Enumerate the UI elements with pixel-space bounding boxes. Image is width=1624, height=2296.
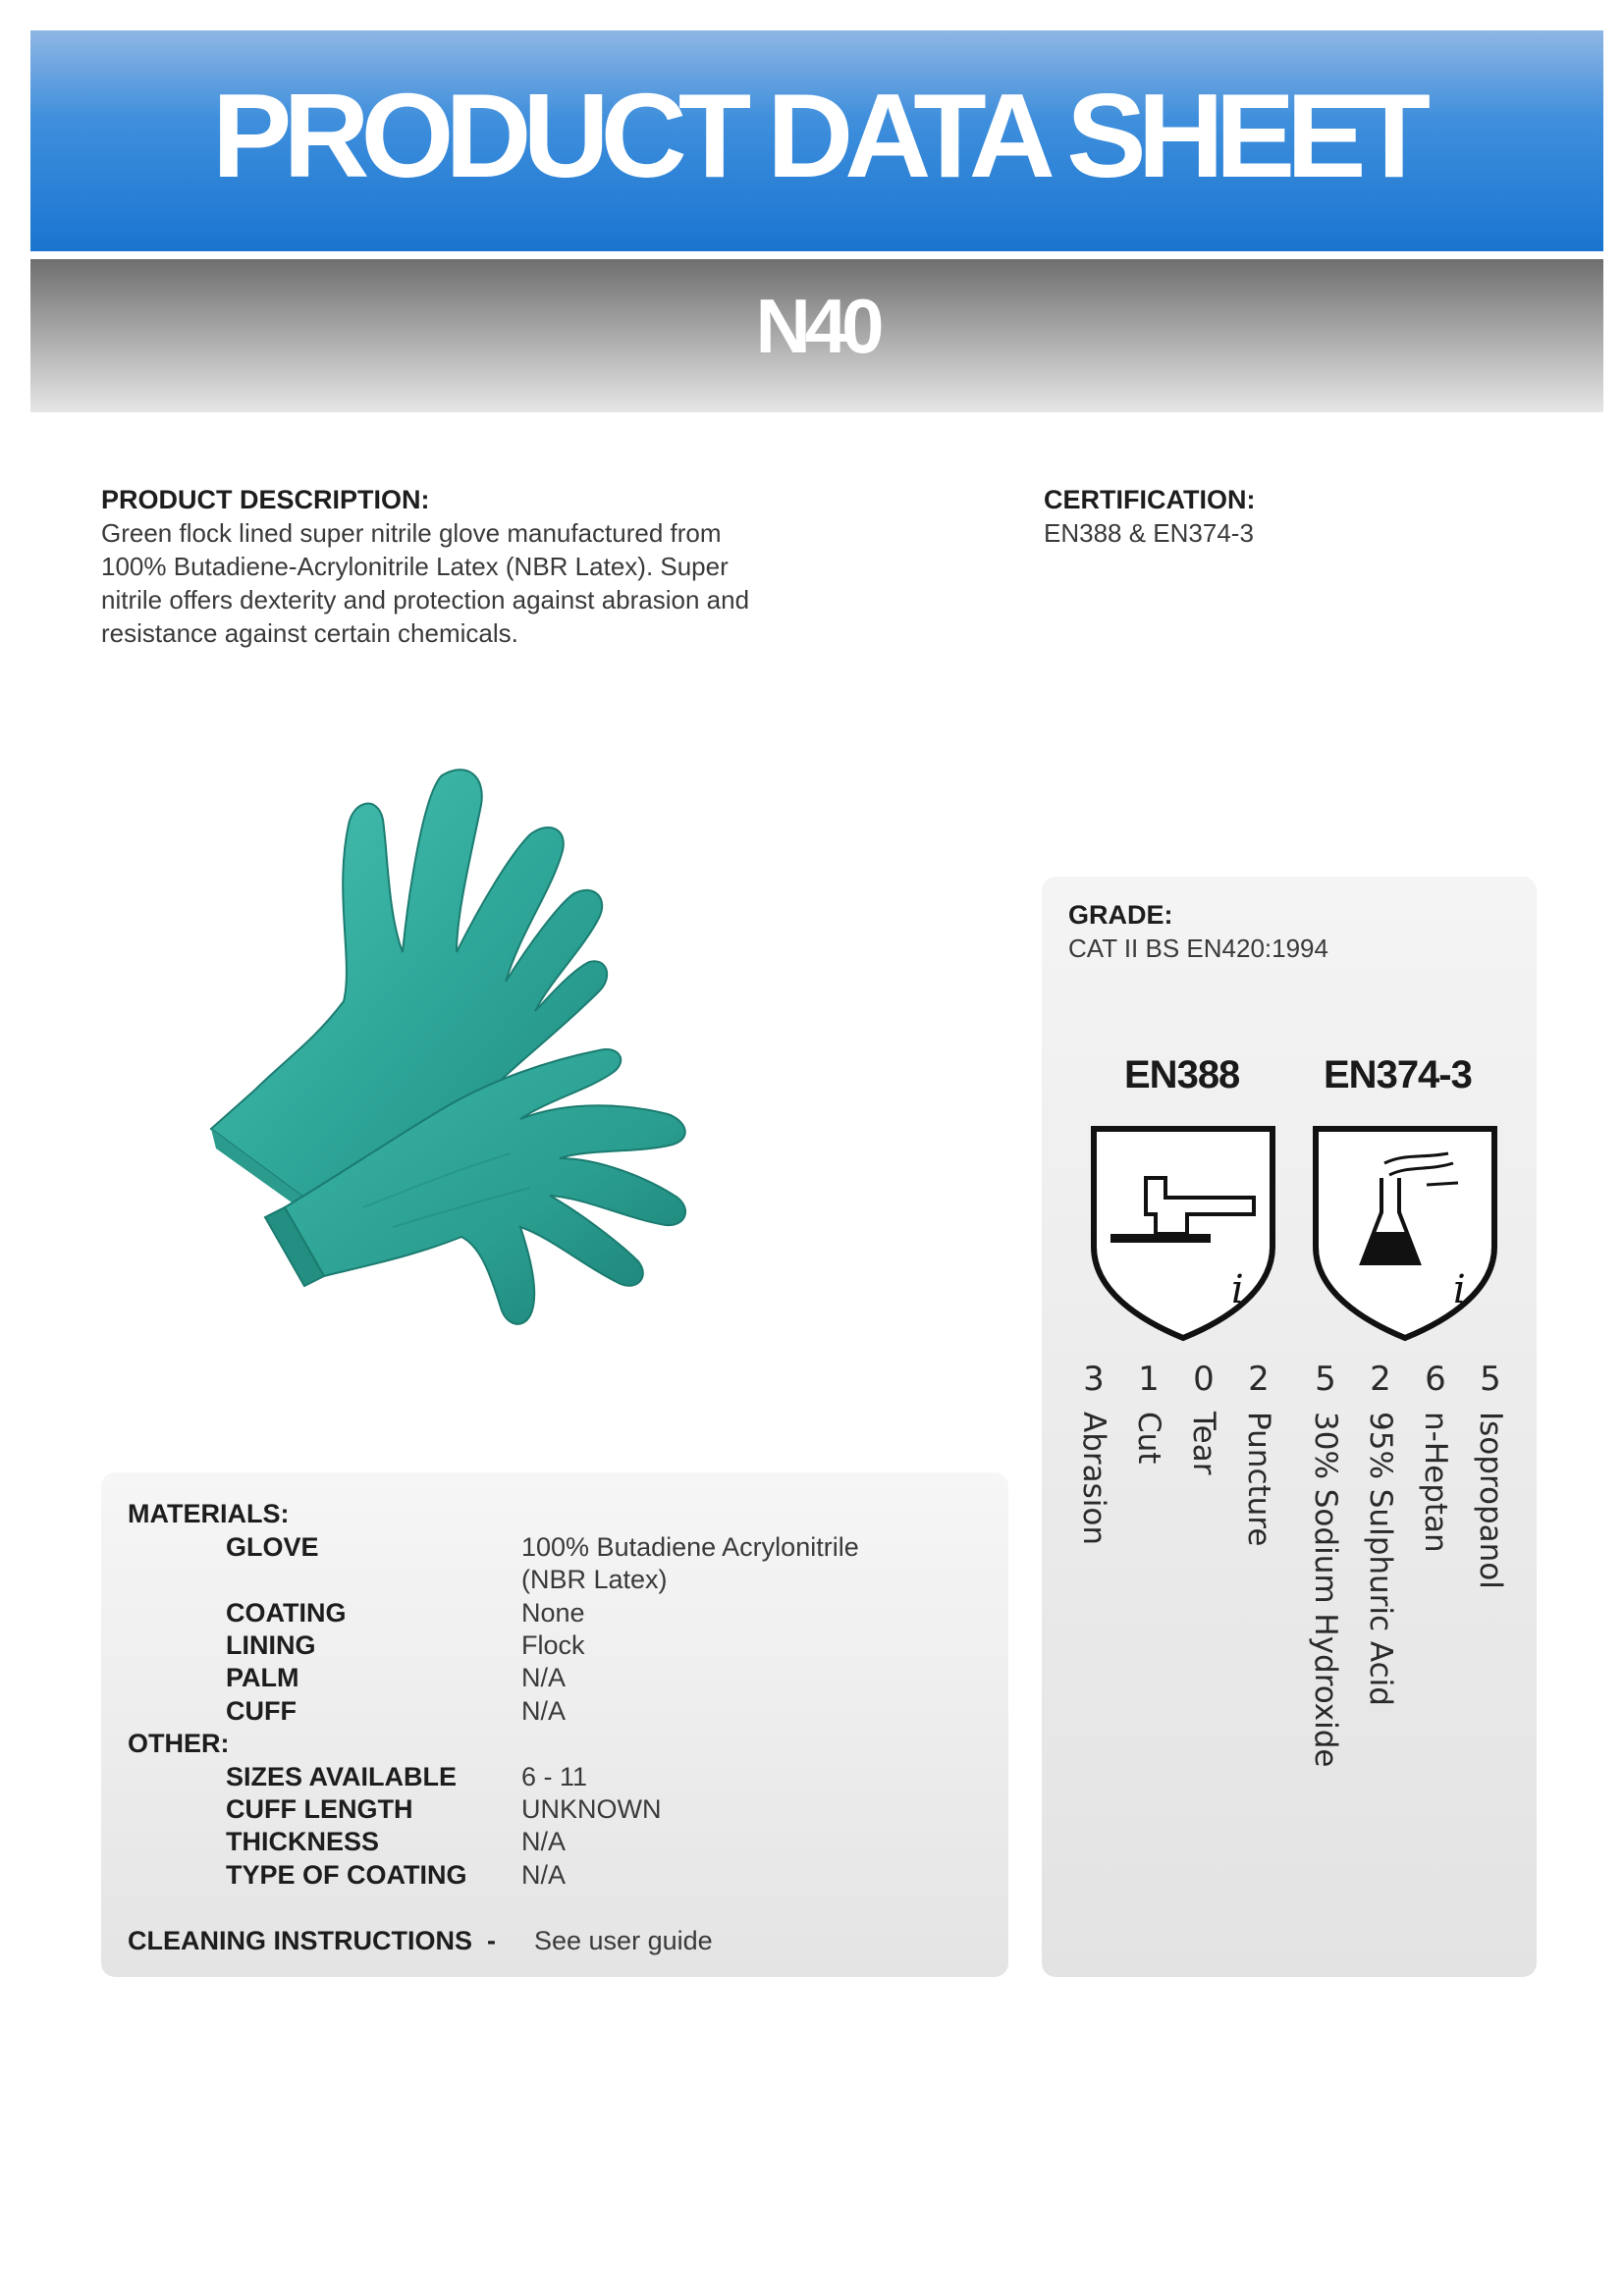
en388-title: EN388	[1124, 1053, 1240, 1096]
score-digit: 6	[1425, 1360, 1446, 1399]
thickness-label: THICKNESS	[226, 1827, 380, 1856]
sizes-value: 6 - 11	[521, 1762, 588, 1791]
glove-value-cont: (NBR Latex)	[521, 1565, 668, 1594]
score-digit: 5	[1480, 1360, 1501, 1399]
score-digit: 2	[1370, 1360, 1391, 1399]
chemical-flask-icon	[1311, 1124, 1499, 1342]
cleaning-value: See user guide	[534, 1926, 713, 1955]
title-banner	[30, 30, 1603, 251]
materials-heading: MATERIALS:	[128, 1499, 290, 1528]
score-digit: 0	[1193, 1360, 1215, 1399]
description-line: Green flock lined super nitrile glove manufactured from	[101, 518, 722, 548]
score-label-sodium-hydroxide: 30% Sodium Hydroxide	[1308, 1412, 1343, 1768]
cuff-length-value: UNKNOWN	[521, 1794, 662, 1824]
grade-value: CAT II BS EN420:1994	[1068, 934, 1328, 963]
palm-label: PALM	[226, 1663, 299, 1692]
score-label-n-heptan: n-Heptan	[1418, 1412, 1453, 1553]
sizes-label: SIZES AVAILABLE	[226, 1762, 458, 1791]
cuff-label: CUFF	[226, 1696, 297, 1726]
cleaning-label: CLEANING INSTRUCTIONS -	[128, 1926, 496, 1955]
page-title: PRODUCT DATA SHEET	[212, 68, 1422, 202]
score-label-tear: Tear	[1186, 1412, 1221, 1475]
svg-text:i: i	[1231, 1267, 1244, 1312]
product-description	[101, 483, 808, 650]
score-label-sulphuric-acid: 95% Sulphuric Acid	[1363, 1412, 1398, 1706]
cuff-value: N/A	[521, 1696, 567, 1726]
svg-text:i: i	[1453, 1267, 1466, 1312]
lining-label: LINING	[226, 1630, 316, 1660]
grade-heading: GRADE:	[1068, 900, 1173, 930]
product-code: N40	[755, 283, 879, 369]
en374-title: EN374-3	[1324, 1053, 1472, 1096]
hammer-mechanical-icon	[1089, 1124, 1277, 1342]
score-digit: 2	[1248, 1360, 1270, 1399]
glove-value: 100% Butadiene Acrylonitrile	[521, 1532, 859, 1562]
glove-label: GLOVE	[226, 1532, 319, 1562]
product-banner	[30, 259, 1603, 412]
description-heading: PRODUCT DESCRIPTION:	[101, 485, 430, 514]
score-label-cut: Cut	[1131, 1412, 1166, 1465]
grade-panel	[1042, 877, 1537, 1977]
coating-value: None	[521, 1598, 585, 1628]
lining-value: Flock	[521, 1630, 585, 1660]
thickness-value: N/A	[521, 1827, 567, 1856]
score-label-isopropanol: Isopropanol	[1473, 1412, 1508, 1589]
palm-value: N/A	[521, 1663, 567, 1692]
certification	[1044, 483, 1535, 550]
score-digit: 5	[1315, 1360, 1336, 1399]
description-line: nitrile offers dexterity and protection against abrasion and	[101, 585, 750, 614]
materials-panel	[101, 1472, 1008, 1977]
coating-type-value: N/A	[521, 1860, 567, 1890]
score-digit: 1	[1138, 1360, 1160, 1399]
score-label-abrasion: Abrasion	[1076, 1412, 1111, 1546]
description-line: 100% Butadiene-Acrylonitrile Latex (NBR Latex). Super	[101, 552, 729, 581]
coating-label: COATING	[226, 1598, 347, 1628]
certification-value: EN388 & EN374-3	[1044, 518, 1254, 548]
cuff-length-label: CUFF LENGTH	[226, 1794, 413, 1824]
score-digit: 3	[1083, 1360, 1105, 1399]
other-heading: OTHER:	[128, 1729, 230, 1758]
certification-heading: CERTIFICATION:	[1044, 485, 1256, 514]
glove-image	[196, 766, 844, 1374]
score-label-puncture: Puncture	[1241, 1412, 1276, 1547]
glove-illustration	[196, 766, 844, 1374]
description-line: resistance against certain chemicals.	[101, 618, 518, 648]
coating-type-label: TYPE OF COATING	[226, 1860, 467, 1890]
